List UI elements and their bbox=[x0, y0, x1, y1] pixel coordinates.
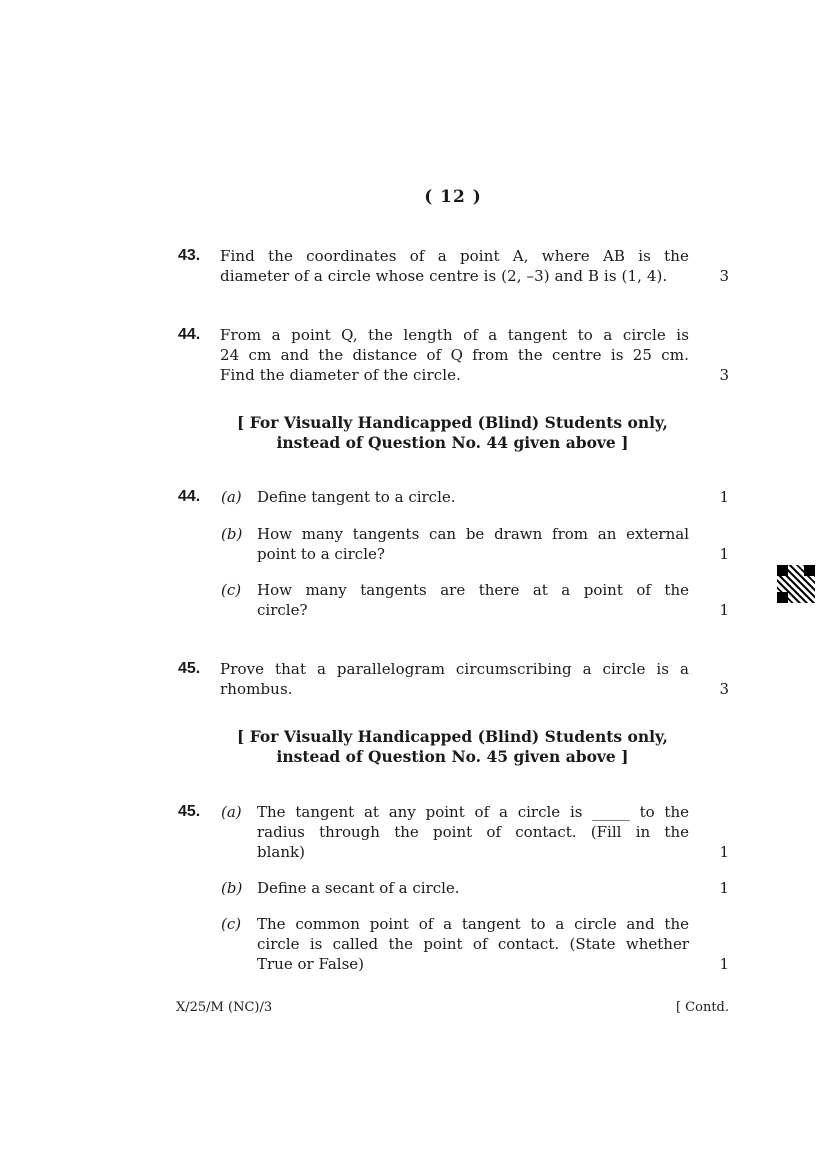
question-text: Prove that a parallelogram circumscribing a circle is a bbox=[220, 660, 689, 678]
part-text: How many tangents are there at a point of the bbox=[257, 581, 689, 599]
page-number: ( 12 ) bbox=[424, 187, 482, 207]
part-label: (b) bbox=[221, 879, 243, 897]
question-text: Find the coordinates of a point A, where AB is the bbox=[220, 247, 689, 265]
note-text: [ For Visually Handicapped (Blind) Students only, bbox=[237, 727, 668, 746]
part-text: True or False) bbox=[257, 955, 365, 973]
note-text: instead of Question No. 45 given above ] bbox=[276, 747, 629, 766]
part-text: point to a circle? bbox=[257, 545, 385, 563]
question-text: rhombus. bbox=[220, 680, 293, 698]
question-text: 24 cm and the distance of Q from the centre is 25 cm. bbox=[220, 346, 689, 364]
part-text: How many tangents can be drawn from an external bbox=[257, 525, 689, 543]
part-text: The common point of a tangent to a circle and the bbox=[257, 915, 689, 933]
part-text: Define a secant of a circle. bbox=[257, 879, 460, 897]
question-number: 43. bbox=[178, 247, 201, 264]
question-number: 45. bbox=[178, 660, 201, 677]
part-text: blank) bbox=[257, 843, 305, 861]
marks: 1 bbox=[719, 955, 729, 973]
note-text: instead of Question No. 44 given above ] bbox=[276, 433, 629, 452]
marks: 1 bbox=[719, 545, 729, 563]
paper-code: X/25/M (NC)/3 bbox=[176, 1000, 273, 1015]
qr-code bbox=[777, 565, 815, 603]
part-label: (a) bbox=[221, 488, 242, 506]
marks: 3 bbox=[719, 680, 729, 698]
part-label: (a) bbox=[221, 803, 242, 821]
question-text: Find the diameter of the circle. bbox=[220, 366, 461, 384]
marks: 1 bbox=[719, 601, 729, 619]
marks: 1 bbox=[719, 879, 729, 897]
part-text: The tangent at any point of a circle is _____ to the bbox=[257, 803, 689, 821]
marks: 3 bbox=[719, 366, 729, 384]
part-label: (c) bbox=[221, 581, 242, 599]
part-text: circle? bbox=[257, 601, 308, 619]
part-text: circle is called the point of contact. (State whether bbox=[257, 935, 689, 953]
part-text: radius through the point of contact. (Fill in the bbox=[257, 823, 689, 841]
question-text: diameter of a circle whose centre is (2, –3) and B is (1, 4). bbox=[220, 267, 668, 285]
marks: 3 bbox=[719, 267, 729, 285]
question-text: From a point Q, the length of a tangent to a circle is bbox=[220, 326, 689, 344]
question-number: 44. bbox=[178, 326, 201, 343]
part-label: (c) bbox=[221, 915, 242, 933]
part-text: Define tangent to a circle. bbox=[257, 488, 456, 506]
question-number: 44. bbox=[178, 488, 201, 505]
continued-label: [ Contd. bbox=[675, 1000, 729, 1015]
part-label: (b) bbox=[221, 525, 243, 543]
marks: 1 bbox=[719, 843, 729, 861]
note-text: [ For Visually Handicapped (Blind) Students only, bbox=[237, 413, 668, 432]
marks: 1 bbox=[719, 488, 729, 506]
question-number: 45. bbox=[178, 803, 201, 820]
